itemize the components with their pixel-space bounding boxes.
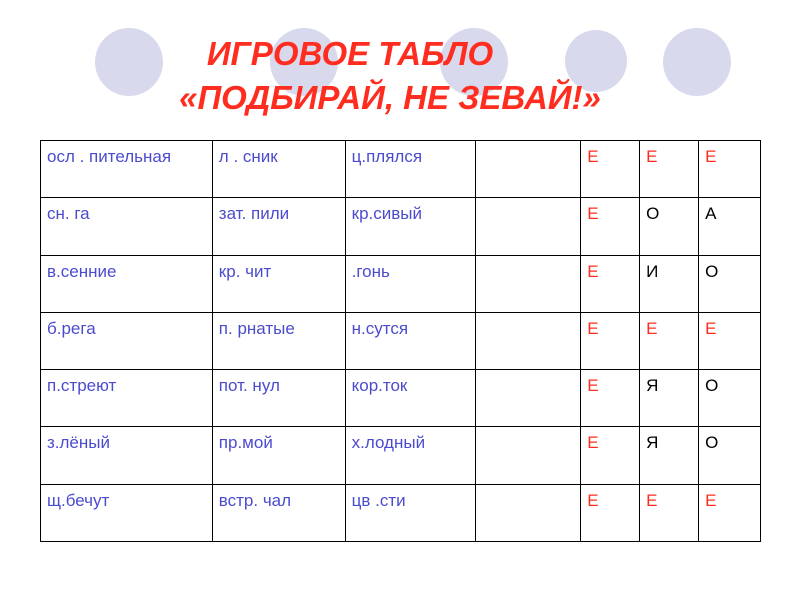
word-cell: пот. нул [212,370,345,427]
letter-cell: Е [581,255,640,312]
word-cell: ц.плялся [345,141,475,198]
letter-cell: Е [699,484,761,541]
letter-cell: Е [640,484,699,541]
letter-cell: О [640,198,699,255]
letter-cell: И [640,255,699,312]
word-cell: цв .сти [345,484,475,541]
letter-cell: Я [640,370,699,427]
table-row [41,427,761,484]
word-cell: п.стреют [41,370,213,427]
letter-cell: О [699,370,761,427]
table-row [41,198,761,255]
word-cell: кр.сивый [345,198,475,255]
word-cell: сн. га [41,198,213,255]
letter-cell: Е [581,427,640,484]
word-cell: кор.ток [345,370,475,427]
letter-cell: Е [699,312,761,369]
letter-cell: Е [640,312,699,369]
word-cell: зат. пили [212,198,345,255]
word-cell: п. рнатые [212,312,345,369]
table-row [41,484,761,541]
word-cell: н.сутся [345,312,475,369]
word-cell: в.сенние [41,255,213,312]
table-row [41,255,761,312]
table-row [41,312,761,369]
letter-cell: Е [581,141,640,198]
table-row [41,141,761,198]
empty-cell [475,141,581,198]
letter-cell: О [699,427,761,484]
empty-cell [475,484,581,541]
game-board-table [40,140,761,542]
title-line-1: ИГРОВОЕ ТАБЛО [206,35,494,72]
word-cell: кр. чит [212,255,345,312]
empty-cell [475,198,581,255]
letter-cell: А [699,198,761,255]
word-cell: встр. чал [212,484,345,541]
letter-cell: Я [640,427,699,484]
empty-cell [475,427,581,484]
letter-cell: Е [581,484,640,541]
word-cell: осл . пительная [41,141,213,198]
table-row [41,370,761,427]
empty-cell [475,370,581,427]
word-cell: пр.мой [212,427,345,484]
letter-cell: Е [581,312,640,369]
letter-cell: О [699,255,761,312]
word-cell: л . сник [212,141,345,198]
page-title [0,32,800,120]
title-line-2: «ПОДБИРАЙ, НЕ ЗЕВАЙ!» [179,79,601,116]
empty-cell [475,255,581,312]
word-cell: з.лёный [41,427,213,484]
letter-cell: Е [581,198,640,255]
word-cell: щ.бечут [41,484,213,541]
letter-cell: Е [581,370,640,427]
word-cell: х.лодный [345,427,475,484]
letter-cell: Е [699,141,761,198]
word-cell: .гонь [345,255,475,312]
empty-cell [475,312,581,369]
letter-cell: Е [640,141,699,198]
word-cell: б.рега [41,312,213,369]
